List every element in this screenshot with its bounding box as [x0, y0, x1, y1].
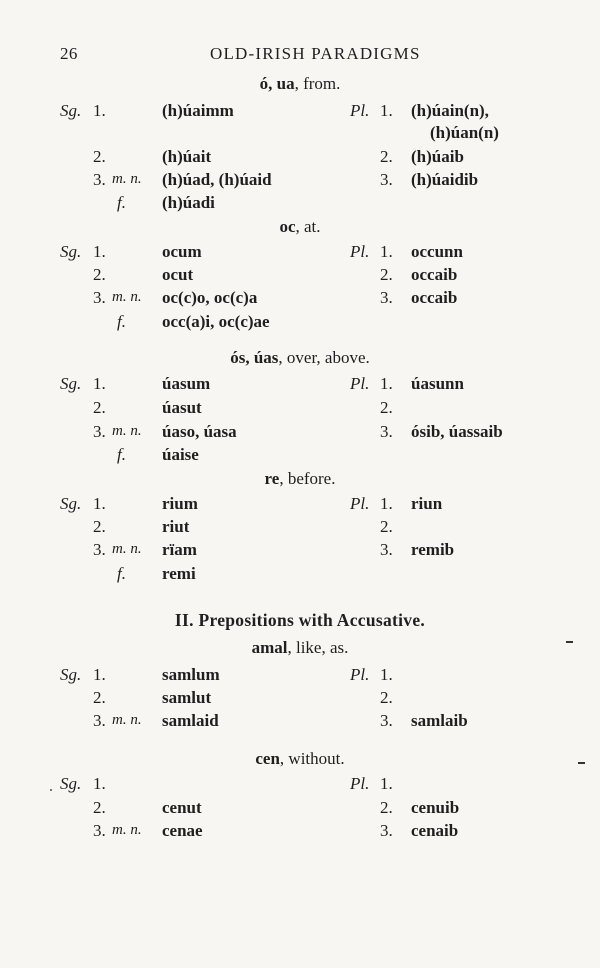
paradigm-row — [0, 540, 600, 562]
person-number: 3. — [93, 170, 106, 189]
plural-label: Pl. — [350, 665, 370, 684]
person-number: 2. — [93, 688, 106, 707]
paradigm-row — [0, 422, 600, 444]
plural-form: occunn — [411, 242, 463, 261]
person-number: 1. — [380, 242, 393, 261]
paradigm-row — [0, 494, 600, 516]
heading-oc: oc, at. — [279, 217, 321, 236]
person-number: 2. — [93, 398, 106, 417]
person-number: 2. — [93, 265, 106, 284]
singular-form: úasum — [162, 374, 211, 393]
singular-form: samlaid — [162, 711, 219, 730]
singular-label: Sg. — [60, 101, 82, 120]
feminine-label: f. — [117, 312, 126, 331]
person-number: 1. — [93, 774, 106, 793]
heading-cen: cen, without. — [255, 749, 345, 768]
person-number: 3. — [380, 288, 393, 307]
paradigm-row — [0, 312, 600, 334]
feminine-label: f. — [117, 445, 126, 464]
plural-form: occaib — [411, 288, 458, 307]
plural-label: Pl. — [350, 242, 370, 261]
plural-form: cenaib — [411, 821, 459, 840]
heading-os-uas: ós, úas, over, above. — [230, 348, 370, 367]
gender-label: m. n. — [112, 541, 142, 557]
singular-form: cenae — [162, 821, 203, 840]
paradigm-row — [0, 665, 600, 687]
person-number: 1. — [93, 494, 106, 513]
paradigm-row — [0, 123, 600, 145]
person-number: 2. — [380, 147, 393, 166]
plural-form: (h)úaidib — [411, 170, 479, 189]
paradigm-row — [0, 821, 600, 843]
person-number: 3. — [380, 821, 393, 840]
singular-form: oc(c)o, oc(c)a — [162, 288, 258, 307]
paradigm-row — [0, 398, 600, 420]
person-number: 3. — [380, 422, 393, 441]
person-number: 1. — [380, 665, 393, 684]
plural-form: (h)úain(n), — [411, 101, 489, 120]
paradigm-row — [0, 517, 600, 539]
person-number: 3. — [380, 170, 393, 189]
singular-form: (h)úad, (h)úaid — [162, 170, 272, 189]
person-number: 3. — [93, 288, 106, 307]
singular-form: ocum — [162, 242, 202, 261]
paradigm-row — [0, 265, 600, 287]
person-number: 3. — [380, 540, 393, 559]
paradigm-row — [0, 688, 600, 710]
singular-form: occ(a)i, oc(c)ae — [162, 312, 270, 331]
singular-label: Sg. — [60, 665, 82, 684]
plural-form: cenuib — [411, 798, 460, 817]
singular-form: úaise — [162, 445, 199, 464]
paradigm-row — [0, 242, 600, 264]
singular-form: (h)úait — [162, 147, 212, 166]
person-number: 3. — [93, 821, 106, 840]
plural-form: remib — [411, 540, 455, 559]
plural-label: Pl. — [350, 774, 370, 793]
plural-form: ósib, úassaib — [411, 422, 503, 441]
plural-label: Pl. — [350, 101, 370, 120]
singular-form: riut — [162, 517, 190, 536]
singular-form: samlum — [162, 665, 220, 684]
feminine-label: f. — [117, 564, 126, 583]
paradigm-row — [0, 711, 600, 733]
singular-form: (h)úaimm — [162, 101, 234, 120]
person-number: 1. — [380, 494, 393, 513]
person-number: 2. — [380, 688, 393, 707]
heading-re: re, before. — [264, 469, 336, 488]
gender-label: m. n. — [112, 289, 142, 305]
paradigm-row — [0, 374, 600, 396]
paradigm-row — [0, 774, 600, 796]
gender-label: m. n. — [112, 171, 142, 187]
gender-label: m. n. — [112, 822, 142, 838]
plural-label: Pl. — [350, 494, 370, 513]
heading-amal: amal, like, as. — [251, 638, 349, 657]
singular-form: cenut — [162, 798, 202, 817]
person-number: 2. — [93, 798, 106, 817]
paradigm-row — [0, 147, 600, 169]
paradigm-row — [0, 170, 600, 192]
gender-label: m. n. — [112, 423, 142, 439]
person-number: 2. — [380, 265, 393, 284]
paradigm-row — [0, 445, 600, 467]
singular-form: remi — [162, 564, 196, 583]
paradigm-row — [0, 798, 600, 820]
running-title: OLD-IRISH PARADIGMS — [210, 44, 421, 63]
person-number: 3. — [93, 422, 106, 441]
plural-form: samlaib — [411, 711, 468, 730]
gender-label: m. n. — [112, 712, 142, 728]
singular-form: úaso, úasa — [162, 422, 237, 441]
section-title: II. Prepositions with Accusative. — [174, 610, 426, 630]
singular-form: samlut — [162, 688, 212, 707]
paradigm-row — [0, 101, 600, 123]
singular-form: ocut — [162, 265, 194, 284]
person-number: 1. — [93, 665, 106, 684]
singular-label: Sg. — [60, 242, 82, 261]
person-number: 2. — [93, 517, 106, 536]
person-number: 1. — [93, 101, 106, 120]
person-number: 2. — [93, 147, 106, 166]
ink-dot — [50, 789, 52, 791]
singular-form: (h)úadi — [162, 193, 215, 212]
person-number: 1. — [93, 242, 106, 261]
plural-form: occaib — [411, 265, 458, 284]
person-number: 1. — [380, 101, 393, 120]
margin-mark — [578, 762, 585, 764]
person-number: 2. — [380, 798, 393, 817]
heading-o-ua: ó, ua, from. — [259, 74, 341, 93]
paradigm-row — [0, 288, 600, 310]
singular-form: úasut — [162, 398, 202, 417]
singular-label: Sg. — [60, 494, 82, 513]
person-number: 1. — [380, 774, 393, 793]
feminine-label: f. — [117, 193, 126, 212]
singular-label: Sg. — [60, 374, 82, 393]
person-number: 2. — [380, 517, 393, 536]
paradigm-row — [0, 193, 600, 215]
person-number: 1. — [380, 374, 393, 393]
person-number: 3. — [380, 711, 393, 730]
margin-mark — [566, 641, 573, 643]
singular-form: rïam — [162, 540, 197, 559]
singular-form: rium — [162, 494, 198, 513]
person-number: 3. — [93, 540, 106, 559]
plural-form: riun — [411, 494, 443, 513]
plural-form: (h)úaib — [411, 147, 464, 166]
page-number: 26 — [60, 44, 78, 63]
plural-form: (h)úan(n) — [430, 123, 499, 142]
person-number: 2. — [380, 398, 393, 417]
paradigm-row — [0, 564, 600, 586]
plural-label: Pl. — [350, 374, 370, 393]
plural-form: úasunn — [411, 374, 464, 393]
person-number: 3. — [93, 711, 106, 730]
singular-label: Sg. — [60, 774, 82, 793]
person-number: 1. — [93, 374, 106, 393]
